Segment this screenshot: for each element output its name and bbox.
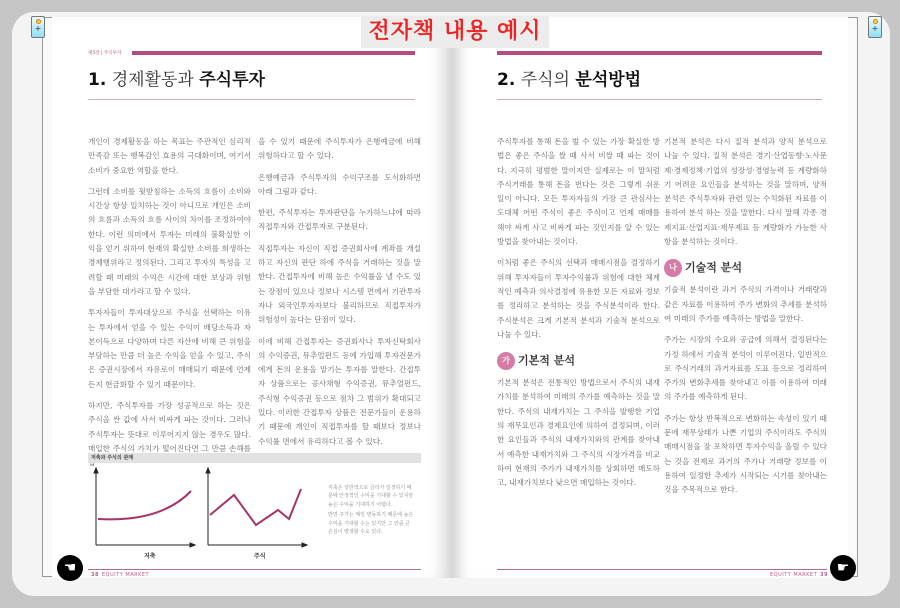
bookmark-icon bbox=[873, 19, 878, 24]
savings-label: 저축 bbox=[144, 553, 156, 560]
footer-rule bbox=[88, 569, 421, 570]
sample-banner: 전자책 내용 예시 bbox=[361, 16, 549, 48]
chapter-label: 제5장 | 주식투자 bbox=[88, 51, 122, 56]
section-heading-technical: 나 기술적 분석 bbox=[664, 259, 827, 277]
header-bar bbox=[132, 51, 415, 55]
savings-curve bbox=[98, 491, 191, 519]
page-title: 2. 주식의 분석방법 bbox=[497, 70, 642, 90]
page-title: 1. 경제활동과 주식투자 bbox=[88, 70, 265, 90]
page-footer: 38 EQUITY MARKET bbox=[91, 572, 150, 578]
section-badge: 나 bbox=[664, 259, 682, 277]
pointing-hand-right-icon: ☛ bbox=[836, 560, 850, 576]
bookmark-icon bbox=[36, 19, 41, 24]
left-page[interactable] bbox=[52, 17, 452, 578]
bookmark-add-left-button[interactable]: + bbox=[31, 16, 45, 38]
figure-note: 저축은 일반적으로 금리가 일정하기 때문에 안정적인 수익을 기대할 수 있지만 높은 수익을 기대하기 어렵다. 반면 주가는 매일 변동하기 때문에 높은 수익을 기대할 수는 있지만 그 만큼 큰 손실이 발생할 수도 있다. bbox=[328, 485, 414, 536]
text-column-1: 개인이 경제활동을 하는 목표는 주관적인 심리적 만족감 또는 행복감인 효용의 극대화이며, 여기서 소비가 중요한 역할을 한다. 그런데 소비를 뒷받침하는 소득의 흐름이 소비와 시간상 항상 일치하는 것이 아니므로 개인은 소비의 흐름과 소득의 흐름 사이의 차이를 조정하여야 한다. 이런 의미에서 투자는 미래의 불확실한 이익을 얻기 위하여 현재의 확실한 소비를 희생하는 경제행위라고 정의된다. 그리고 투자의 특성을 고려할 때 미래의 수익은 시간에 대한 보상과 위험을 부담한 대가라고 할 수 있다. 투자자들이 투자대상으로 주식을 선택하는 이유는 투자에서 얻을 수 있는 수익이 배당소득과 자본이득으로 다양하며 다른 자산에 비해 큰 위험을 부담하는 만큼 더 높은 수익을 얻을 수 있고, 주식은 증권시장에서 자유로이 매매되기 때문에 언제든지 현금화할 수 있기 때문이다. 하지만, 주식투자를 가장 성공적으로 하는 것은 주식을 싼 값에 사서 비싸게 파는 것이다. 그러나 주식투자는 뜻대로 이루어지지 않는 경우도 많다. 매입한 주식의 가치가 떨어진다면 그 만큼 손해를 bbox=[88, 137, 251, 453]
page-number: 39 bbox=[820, 572, 829, 578]
header-bar bbox=[497, 51, 822, 55]
previous-page-button[interactable] bbox=[57, 555, 83, 581]
text-column-1: 주식투자를 통해 돈을 벌 수 있는 가장 확실한 방법은 좋은 주식을 쌀 때 사서 비쌀 때 파는 것이다. 지극히 평범한 말이지만 실제로는 이 말처럼 주식거래를 통해 돈을 번다는 것은 그렇게 쉬운 일이 아니다. 모든 투자자들의 가장 큰 관심사는 도대체 어떤 주식이 좋은 주식이고 언제 매매를 해야 싸게 사고 비싸게 파는 것인지를 알 수 있는 방법을 찾아내는 것이다. 이처럼 좋은 주식의 선택과 매매시점을 결정하기 위해 투자자들이 투자수익률과 위험에 대한 체계적인 예측과 의사결정에 유용한 모든 자료와 정보를 정리하고 분석하는 것을 주식분석이라 한다. 주식분석은 크게 기본적 분석과 기술적 분석으로 나눌 수 있다. 가 기본적 분석 기본적 분석은 전통적인 방법으로서 주식의 내재가치를 분석하여 미래의 주가를 예측하는 것을 말한다. 주식의 내재가치는 그 주식을 발행한 기업의 재무요인과 경제요인에 의하여 결정되며, 이러한 요인들과 주식의 내재가치와의 관계를 찾아내서 예측한 내재가치와 그 주식의 시장가격을 비교하여 현재의 주가가 내재가치를 상회하면 매도하고, 내재가치보다 낮으면 매입하는 것이다. bbox=[497, 137, 660, 488]
figure-graphs bbox=[88, 465, 328, 551]
stock-line bbox=[210, 489, 301, 525]
section-heading-fundamental: 가 기본적 분석 bbox=[497, 352, 660, 370]
right-page[interactable] bbox=[452, 17, 848, 578]
page-footer: EQUITY MARKET 39 bbox=[770, 572, 829, 578]
text-column-2: 기본적 분석은 다시 질적 분석과 양적 분석으로 나눌 수 있다. 질적 분석은 경기·산업동향·노사문제·경제정책·기업의 성장성·경영능력 등 계량화하기 어려운 요인들을 분석하는 것을 말하며, 양적 분석은 주식투자와 관련 있는 수치화된 자료를 이용하여 분석 하는 것을 말한다. 다시 말해 각종 경제지표·산업지표·재무제표 등 계량화가 가능한 사항을 분석하는 것이다. 나 기술적 분석 기술적 분석이란 과거 주식의 가격이나 거래량과 같은 자료를 이용하여 주가 변화의 추세를 분석하여 미래의 주가를 예측하는 방법을 말한다. 주가는 시장의 수요와 공급에 의해서 결정된다는 가정 하에서 기술적 분석이 이루어진다. 일반적으로 주식거래의 과거자료를 도표 등으로 정리하여 주가의 변화추세를 찾아내고 이를 이용하여 미래의 주가를 예측하게 된다. 주가는 항상 반복적으로 변화하는 속성이 있기 때문에 재무상태가 나쁜 기업의 주식이라도 주식의 매매시점을 잘 포착하면 투자수익을 올릴 수 있다는 것을 전제로 과거의 주가나 거래량 정보를 이용하여 일정한 추세가 시작되는 시기를 찾아내는 것을 주목적으로 한다. bbox=[664, 137, 827, 495]
title-rule bbox=[497, 99, 822, 100]
title-rule bbox=[88, 99, 415, 100]
figure-title: 저축과 주식의 관계 bbox=[88, 453, 421, 463]
next-page-button[interactable] bbox=[830, 555, 856, 581]
bookmark-add-right-button[interactable]: + bbox=[868, 16, 882, 38]
section-badge: 가 bbox=[497, 352, 515, 370]
text-column-2: 을 수 있기 때문에 주식투자가 은행예금에 비해 위험하다고 할 수 있다. 은행예금과 주식투자의 수익구조를 도식화하면 아래 그림과 같다. 한편, 주식투자는 투자판단을 누가하느냐에 따라 직접투자와 간접투자로 구분된다. 직접투자는 자신이 직접 증권회사에 계좌를 개설하고 자신의 판단 하에 주식을 거래하는 것을 말한다. 간접투자에 비해 높은 수익률을 낼 수도 있는 장점이 있으나 정보나 시스템 면에서 기관투자자나 외국인투자자보다 불리하므로 직접투자가 위험성이 높다는 단점이 있다. 이에 비해 간접투자는 증권회사나 투자신탁회사의 수익증권, 뮤추얼펀드 등에 가입해 투자전문가에게 돈의 운용을 맡기는 투자를 말한다. 간접투자 상품으로는 공사채형 수익증권, 뮤추얼펀드, 주식형 수익증권 등으로 점차 그 범위가 확대되고 있다. 이러한 간접투자 상품은 전문가들이 운용하기 때문에 개인이 직접투자를 할 때보다 정보나 수익률 면에서 유리하다고 볼 수 있다. bbox=[258, 137, 421, 446]
pointing-hand-left-icon: ☚ bbox=[63, 560, 77, 576]
footer-rule bbox=[497, 569, 827, 570]
page-number: 38 bbox=[91, 572, 99, 578]
stock-label: 주식 bbox=[254, 553, 266, 560]
